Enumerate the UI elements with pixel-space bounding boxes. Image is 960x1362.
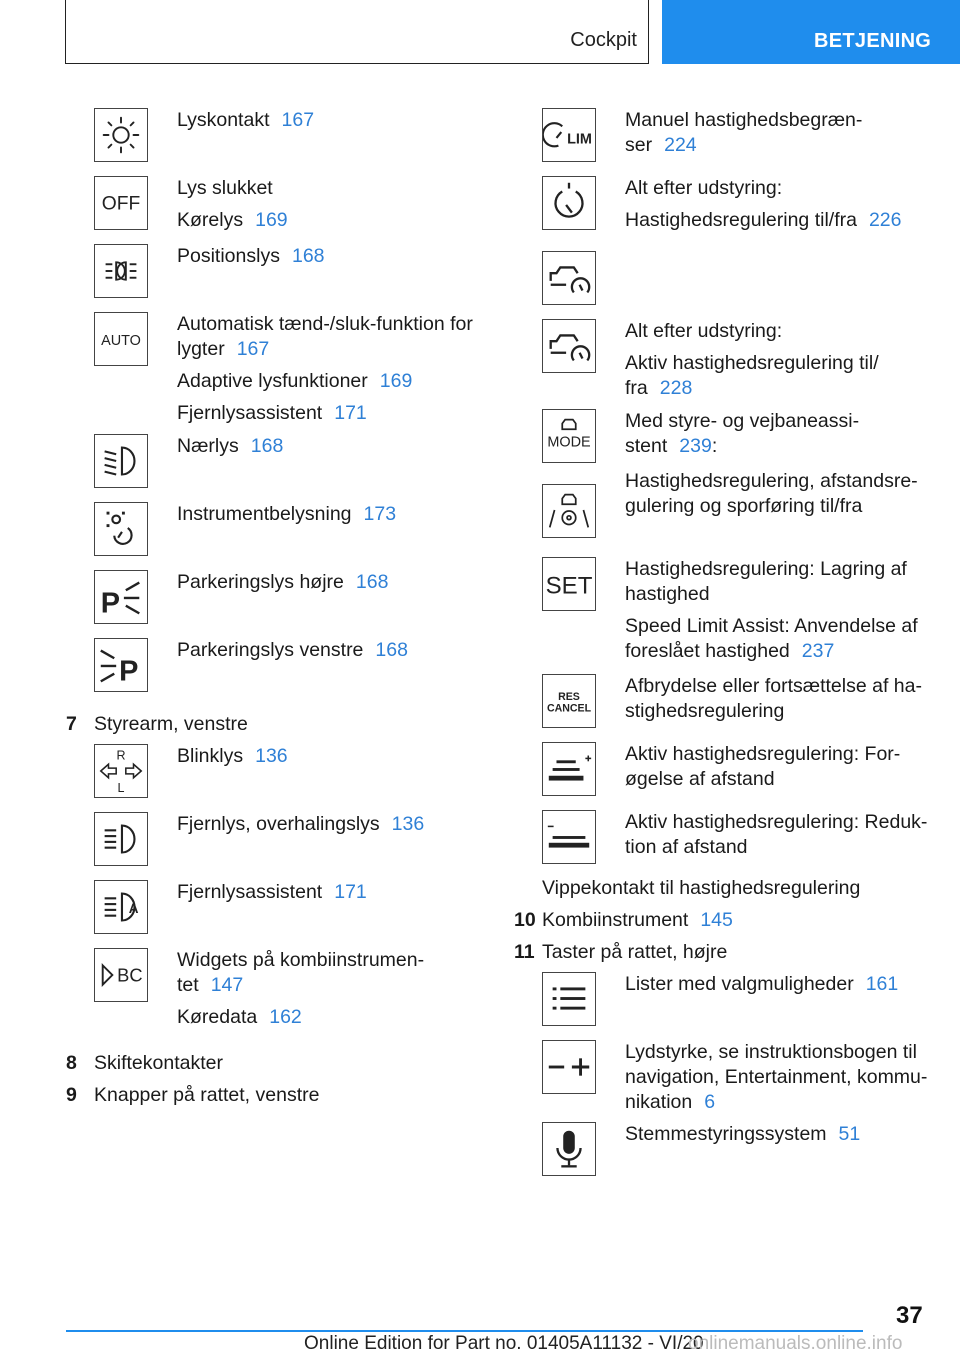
item-text: Lister med valgmuligheder 161 (625, 973, 899, 995)
mode-icon (542, 409, 596, 463)
item-text: Aktiv hastighedsregulering: For- (625, 743, 901, 765)
item-text: stent 239: (625, 435, 718, 457)
svg-text:SET: SET (545, 572, 593, 600)
list-item-distance-increase (514, 742, 934, 810)
item-text: Speed Limit Assist: Anvendelse af (625, 615, 918, 637)
page-ref-link[interactable]: 162 (269, 1006, 302, 1028)
page-ref-link[interactable]: 136 (255, 745, 288, 767)
item-text: Instrumentbelysning 173 (177, 503, 397, 525)
list-item-lights-off (66, 176, 486, 244)
svg-text:CANCEL: CANCEL (546, 702, 592, 715)
item-text: Nærlys 168 (177, 435, 284, 457)
item-text: nikation 6 (625, 1091, 716, 1113)
list-item-parking-lights (66, 244, 486, 312)
list-item-auto-lights (66, 312, 486, 434)
item-text: Køredata 162 (177, 1006, 302, 1028)
item-text: Aktiv hastighedsregulering til/ (625, 352, 879, 374)
high-beam-icon (94, 812, 148, 866)
page-ref-link[interactable]: 136 (391, 813, 425, 835)
list-item-turn-signal (66, 744, 486, 812)
item-text: Widgets på kombiinstrumen- (177, 949, 425, 971)
svg-text:R: R (116, 748, 126, 763)
page-ref-link[interactable]: 167 (281, 109, 315, 131)
light-switch-icon (94, 108, 148, 162)
watermark: onlinemanuals.online.info (688, 1333, 903, 1354)
item-text: Lys slukket (177, 177, 273, 199)
footer-divider (66, 1330, 863, 1332)
numbered-item-8: 8 Skiftekontakter (66, 1052, 223, 1074)
page-ref-link[interactable]: 226 (868, 209, 902, 231)
list-item-volume (514, 1040, 934, 1122)
item-text: Lyskontakt 167 (177, 109, 315, 131)
distance-increase-icon (542, 742, 596, 796)
list-item-active-cruise-control (514, 319, 934, 409)
list-item-acc-icon-only (514, 251, 934, 319)
list-item-light-switch (66, 108, 486, 176)
svg-text:LIM: LIM (567, 131, 592, 148)
page-ref-link[interactable]: 171 (334, 881, 367, 903)
item-text: Alt efter udstyring: (625, 320, 783, 342)
chapter-tab[interactable]: BETJENING (662, 0, 960, 64)
section-title: Cockpit (570, 29, 637, 51)
parking-light-left-icon (94, 638, 148, 692)
page-ref-link[interactable]: 168 (375, 639, 408, 661)
svg-text:P: P (119, 655, 139, 688)
page-ref-link[interactable]: 228 (659, 377, 693, 399)
rocker-switch-text: Vippekontakt til hastighedsregulering (542, 877, 861, 899)
item-text: Manuel hastighedsbegræn- (625, 109, 863, 131)
page-ref-link[interactable]: 161 (865, 973, 899, 995)
left-column (66, 108, 486, 1115)
page-ref-link[interactable]: 224 (664, 134, 697, 156)
list-item-low-beam (66, 434, 486, 502)
svg-text:BC: BC (117, 964, 143, 986)
svg-text:A: A (128, 900, 139, 916)
numbered-item-9: 9 Knapper på rattet, venstre (66, 1084, 320, 1106)
page-number: 37 (896, 1302, 923, 1329)
right-column (514, 108, 934, 1190)
header-frame (65, 0, 649, 64)
list-item-list-button (514, 972, 934, 1040)
svg-text:AUTO: AUTO (101, 332, 141, 349)
item-text: tion af afstand (625, 836, 748, 858)
page-ref-link[interactable]: 173 (363, 503, 397, 525)
page-ref-link[interactable]: 168 (291, 245, 325, 267)
list-item-distance-decrease (514, 810, 934, 876)
svg-text:OFF: OFF (101, 193, 141, 215)
item-text: Positionslys 168 (177, 245, 325, 267)
parking-light-icon (94, 244, 148, 298)
page-ref-link[interactable]: 145 (700, 909, 733, 931)
list-item-high-beam (66, 812, 486, 880)
volume-icon (542, 1040, 596, 1094)
page-ref-link[interactable]: 239 (679, 435, 712, 457)
distance-decrease-icon (542, 810, 596, 864)
item-text: lygter 167 (177, 338, 270, 360)
list-item-bc-button (66, 948, 486, 1051)
page-ref-link[interactable]: 51 (838, 1123, 861, 1145)
page-ref-link[interactable]: 6 (704, 1091, 716, 1113)
list-item-parking-right (66, 570, 486, 638)
parking-light-right-icon (94, 570, 148, 624)
steering-lane-assist-icon (542, 484, 596, 538)
list-item-cruise-control (514, 176, 934, 251)
list-icon (542, 972, 596, 1026)
item-text: fra 228 (625, 377, 693, 399)
item-text: Automatisk tænd-/sluk-funktion for (177, 313, 473, 335)
page-ref-link[interactable]: 147 (210, 974, 244, 996)
svg-text:RES: RES (558, 691, 580, 704)
list-item-instrument-lighting (66, 502, 486, 570)
item-text: Lydstyrke, se instruktionsbogen til (625, 1041, 917, 1063)
bc-button-icon (94, 948, 148, 1002)
numbered-item-10: 10 Kombiinstrument 145 (514, 909, 733, 931)
page-ref-link[interactable]: 168 (250, 435, 284, 457)
svg-text:P: P (100, 587, 121, 620)
numbered-item-7: 7 Styrearm, venstre (66, 713, 248, 735)
item-text: stighedsregulering (625, 700, 785, 722)
item-text: Blinklys 136 (177, 745, 288, 767)
list-item-set (514, 557, 934, 674)
list-item-res-cancel (514, 674, 934, 742)
svg-text:L: L (117, 781, 125, 796)
item-text: Aktiv hastighedsregulering: Reduk- (625, 811, 928, 833)
lim-icon (542, 108, 596, 162)
item-text: Hastighedsregulering til/fra 226 (625, 209, 902, 231)
list-item-speed-limiter (514, 108, 934, 176)
item-text: navigation, Entertainment, kommu- (625, 1066, 928, 1088)
turn-signal-icon (94, 744, 148, 798)
low-beam-icon (94, 434, 148, 488)
item-text: Parkeringslys venstre 168 (177, 639, 408, 661)
high-beam-assist-icon (94, 880, 148, 934)
item-text: tet 147 (177, 974, 244, 996)
cruise-control-icon (542, 176, 596, 230)
footer-edition: Online Edition for Part no. 01405A11132 - VI/20 (304, 1333, 704, 1354)
item-text: Fjernlysassistent 171 (177, 402, 367, 424)
acc-distance-icon (542, 251, 596, 305)
auto-light-icon (94, 312, 148, 366)
page-ref-link[interactable]: 167 (236, 338, 270, 360)
item-text: øgelse af afstand (625, 768, 775, 790)
instrument-lighting-icon (94, 502, 148, 556)
item-text: Kørelys 169 (177, 209, 288, 231)
page-ref-link[interactable]: 171 (334, 402, 367, 424)
page-ref-link[interactable]: 237 (801, 640, 835, 662)
page-ref-link[interactable]: 169 (255, 209, 288, 231)
item-text: Alt efter udstyring: (625, 177, 783, 199)
list-item-high-beam-assist (66, 880, 486, 948)
item-text: ser 224 (625, 134, 697, 156)
item-text: Hastighedsregulering: Lagring af (625, 558, 907, 580)
item-text: Adaptive lysfunktioner 169 (177, 370, 413, 392)
item-text: hastighed (625, 583, 710, 605)
item-text: Med styre- og vejbaneassi- (625, 410, 860, 432)
item-text: Fjernlysassistent 171 (177, 881, 367, 903)
list-item-voice-control (514, 1122, 934, 1190)
res-cancel-icon (542, 674, 596, 728)
numbered-item-11: 11 Taster på rattet, højre (514, 941, 728, 963)
item-text: Parkeringslys højre 168 (177, 571, 389, 593)
item-text: foreslået hastighed 237 (625, 640, 835, 662)
item-text: Stemmestyringssystem 51 (625, 1123, 861, 1145)
page-ref-link[interactable]: 169 (379, 370, 413, 392)
item-text: gulering og sporføring til/fra (625, 495, 863, 517)
item-text: Fjernlys, overhalingslys 136 (177, 813, 425, 835)
set-icon (542, 557, 596, 611)
item-text: Hastighedsregulering, afstandsre- (625, 470, 918, 492)
item-text: Afbrydelse eller fortsættelse af ha- (625, 675, 922, 697)
acc-distance-icon-2 (542, 319, 596, 373)
list-item-mode (514, 409, 934, 467)
svg-text:MODE: MODE (547, 434, 591, 451)
microphone-icon (542, 1122, 596, 1176)
list-item-lane-assist (514, 469, 934, 557)
page-ref-link[interactable]: 168 (355, 571, 389, 593)
list-item-parking-left (66, 638, 486, 712)
off-icon (94, 176, 148, 230)
